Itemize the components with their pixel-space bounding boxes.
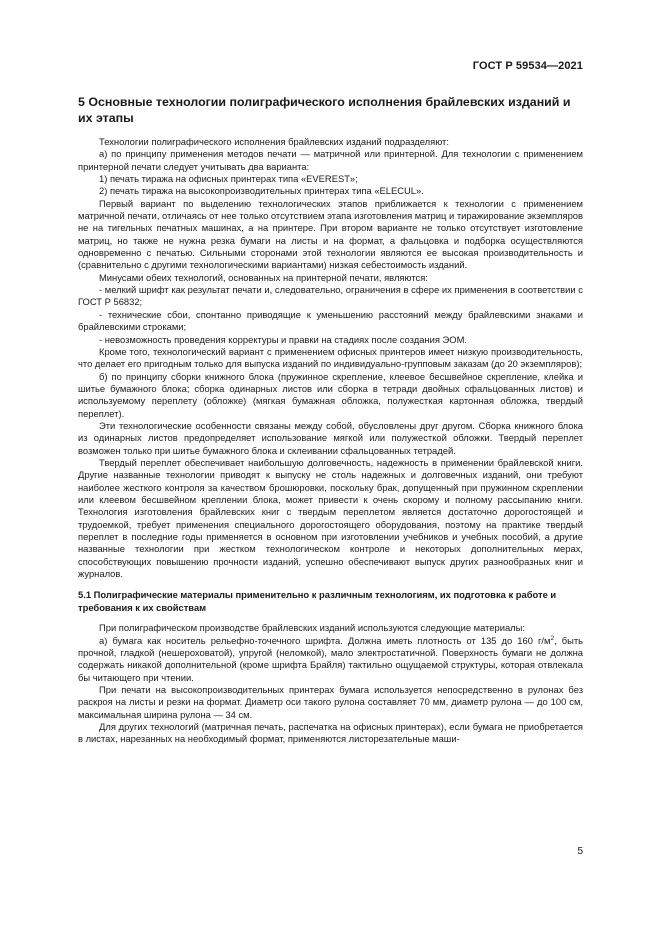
subsection-heading: 5.1 Полиграфические материалы применительно к различным технологиям, их подготовка к работе и требования к их свойствам: [78, 589, 557, 613]
paragraph: Первый вариант по выделению технологических этапов приближается к технологии с применением матричной печати, отличаясь от нее только отсутствием этапа изготовления матриц и тиражирование экземпляров не на тигельных печатных машинах, а на принтере. При втором варианте не только отсутствует изготовление матриц, но также не нужна резка бумаги на листы и на формат, а фальцовка и подборка осуществляются одновременно с печатью. Сильными сторонами этой технологии являются ее высокая производительность и (сравнительно с другими технологическими вариантами) низкая себестоимость изданий.: [78, 197, 583, 271]
paragraph: Минусами обеих технологий, основанных на принтерной печати, являются:: [99, 271, 428, 283]
page-content: [78, 94, 583, 746]
standard-number-header: ГОСТ Р 59534—2021: [472, 60, 583, 72]
paragraph: При печати на высокопроизводительных принтерах бумага используется непосредственно в рулонах без раскроя на листы и резки на формат. Диаметр оси такого рулона составляет 70 мм, диаметр рулона — до 100 см, максимальная ширина рулона — 34 см.: [78, 683, 583, 720]
section-heading: 5 Основные технологии полиграфического исполнения брайлевских изданий и их этапы: [78, 95, 571, 125]
paragraph: При полиграфическом производстве брайлевских изданий используются следующие материалы:: [99, 622, 525, 634]
list-item: 1) печать тиража на офисных принтерах типа «EVEREST»;: [99, 173, 358, 185]
list-item: - технические сбои, спонтанно приводящие к уменьшению расстояний между брайлевскими знаками и брайлевскими строками;: [78, 308, 583, 333]
paragraph: б) по принципу сборки книжного блока (пружинное скрепление, клеевое бесшвейное скрепление, клейка и шитье бумажного блока; сборка одинарных листов или сборка в тетради двойных сфальцованных листов) и используемому переплету (обложке) (мягкая бумажная обложка, полужесткая картонная обложка, твердый переплет).: [78, 370, 583, 419]
section-body: [78, 136, 583, 580]
paragraph: а) по принципу применения методов печати — матричной или принтерной. Для технологии с применением принтерной печати следует учитывать два варианта:: [78, 148, 583, 172]
paragraph-text: , быть прочной, гладкой (нешероховатой), упругой (неломкой), мало электростатичной. Поверхность бумаги не должна содержать никакой дополнительной (кроме шрифта Брайля) тактильно ощущаемой структуры, которая отвлекала бы читающего при чтении.: [78, 634, 583, 683]
subsection-body: [78, 622, 583, 745]
superscript: 2: [550, 634, 555, 642]
paragraph: Технологии полиграфического исполнения брайлевских изданий подразделяют:: [99, 136, 449, 147]
paragraph: [78, 635, 583, 684]
list-item: - невозможность проведения корректуры и правки на стадиях после создания ЭОМ.: [99, 333, 467, 345]
list-item: - мелкий шрифт как результат печати и, следовательно, ограничения в сфере их применения в соответствии с ГОСТ Р 56832;: [78, 284, 583, 308]
paragraph: Для других технологий (матричная печать, распечатка на офисных принтерах), если бумага не приобретается в листах, нарезанных на необходимый формат, применяются листорезательные маши-: [78, 720, 583, 745]
paragraph: Эти технологические особенности связаны между собой, обусловлены друг другом. Сборка книжного блока из одинарных листов предопределяет использование мягкой или полужесткой обложки. Твердый переплет возможен только при шитье бумажного блока и склеивании сфальцованных тетрадей.: [78, 419, 583, 456]
paragraph: Твердый переплет обеспечивает наибольшую долговечность, надежность в применении брайлевской книги. Другие названные технологии приводят к выпуску не столь надежных и долговечных изданий, они требуют наиболее жесткого контроля за качеством брошюровки, поскольку брак, допущенный при пружинном скреплении или клеевом бесшвейном креплении блока, может привести к очень скорому и полному рассыпанию книги. Технология изготовления брайлевских книг с твердым переплетом является достаточно дорогостоящей и трудоемкой, требует применения специального дорогостоящего оборудования, поэтому на практике твердый переплет в последние годы применяется в основном при изготовлении учебников и учебных пособий, а другие названные технологии при жестком технологическом контроле и некоторых дополнительных мерах, способствующих повышению прочности изданий, успешно обеспечивают выпуск других разнообразных книг и журналов.: [78, 456, 583, 580]
paragraph-text: а) бумага как носитель рельефно-точечного шрифта. Должна иметь плотность от 135 до 160 г/м: [99, 634, 551, 646]
paragraph: Кроме того, технологический вариант с применением офисных принтеров имеет низкую производительность, что делает его пригодным только для выпуска изданий по индивидуально-групповым заказам (до 20 экземпляров);: [78, 345, 583, 370]
list-item: 2) печать тиража на высокопроизводительных принтерах типа «ELECUL».: [99, 185, 424, 197]
page-number: 5: [577, 846, 583, 857]
